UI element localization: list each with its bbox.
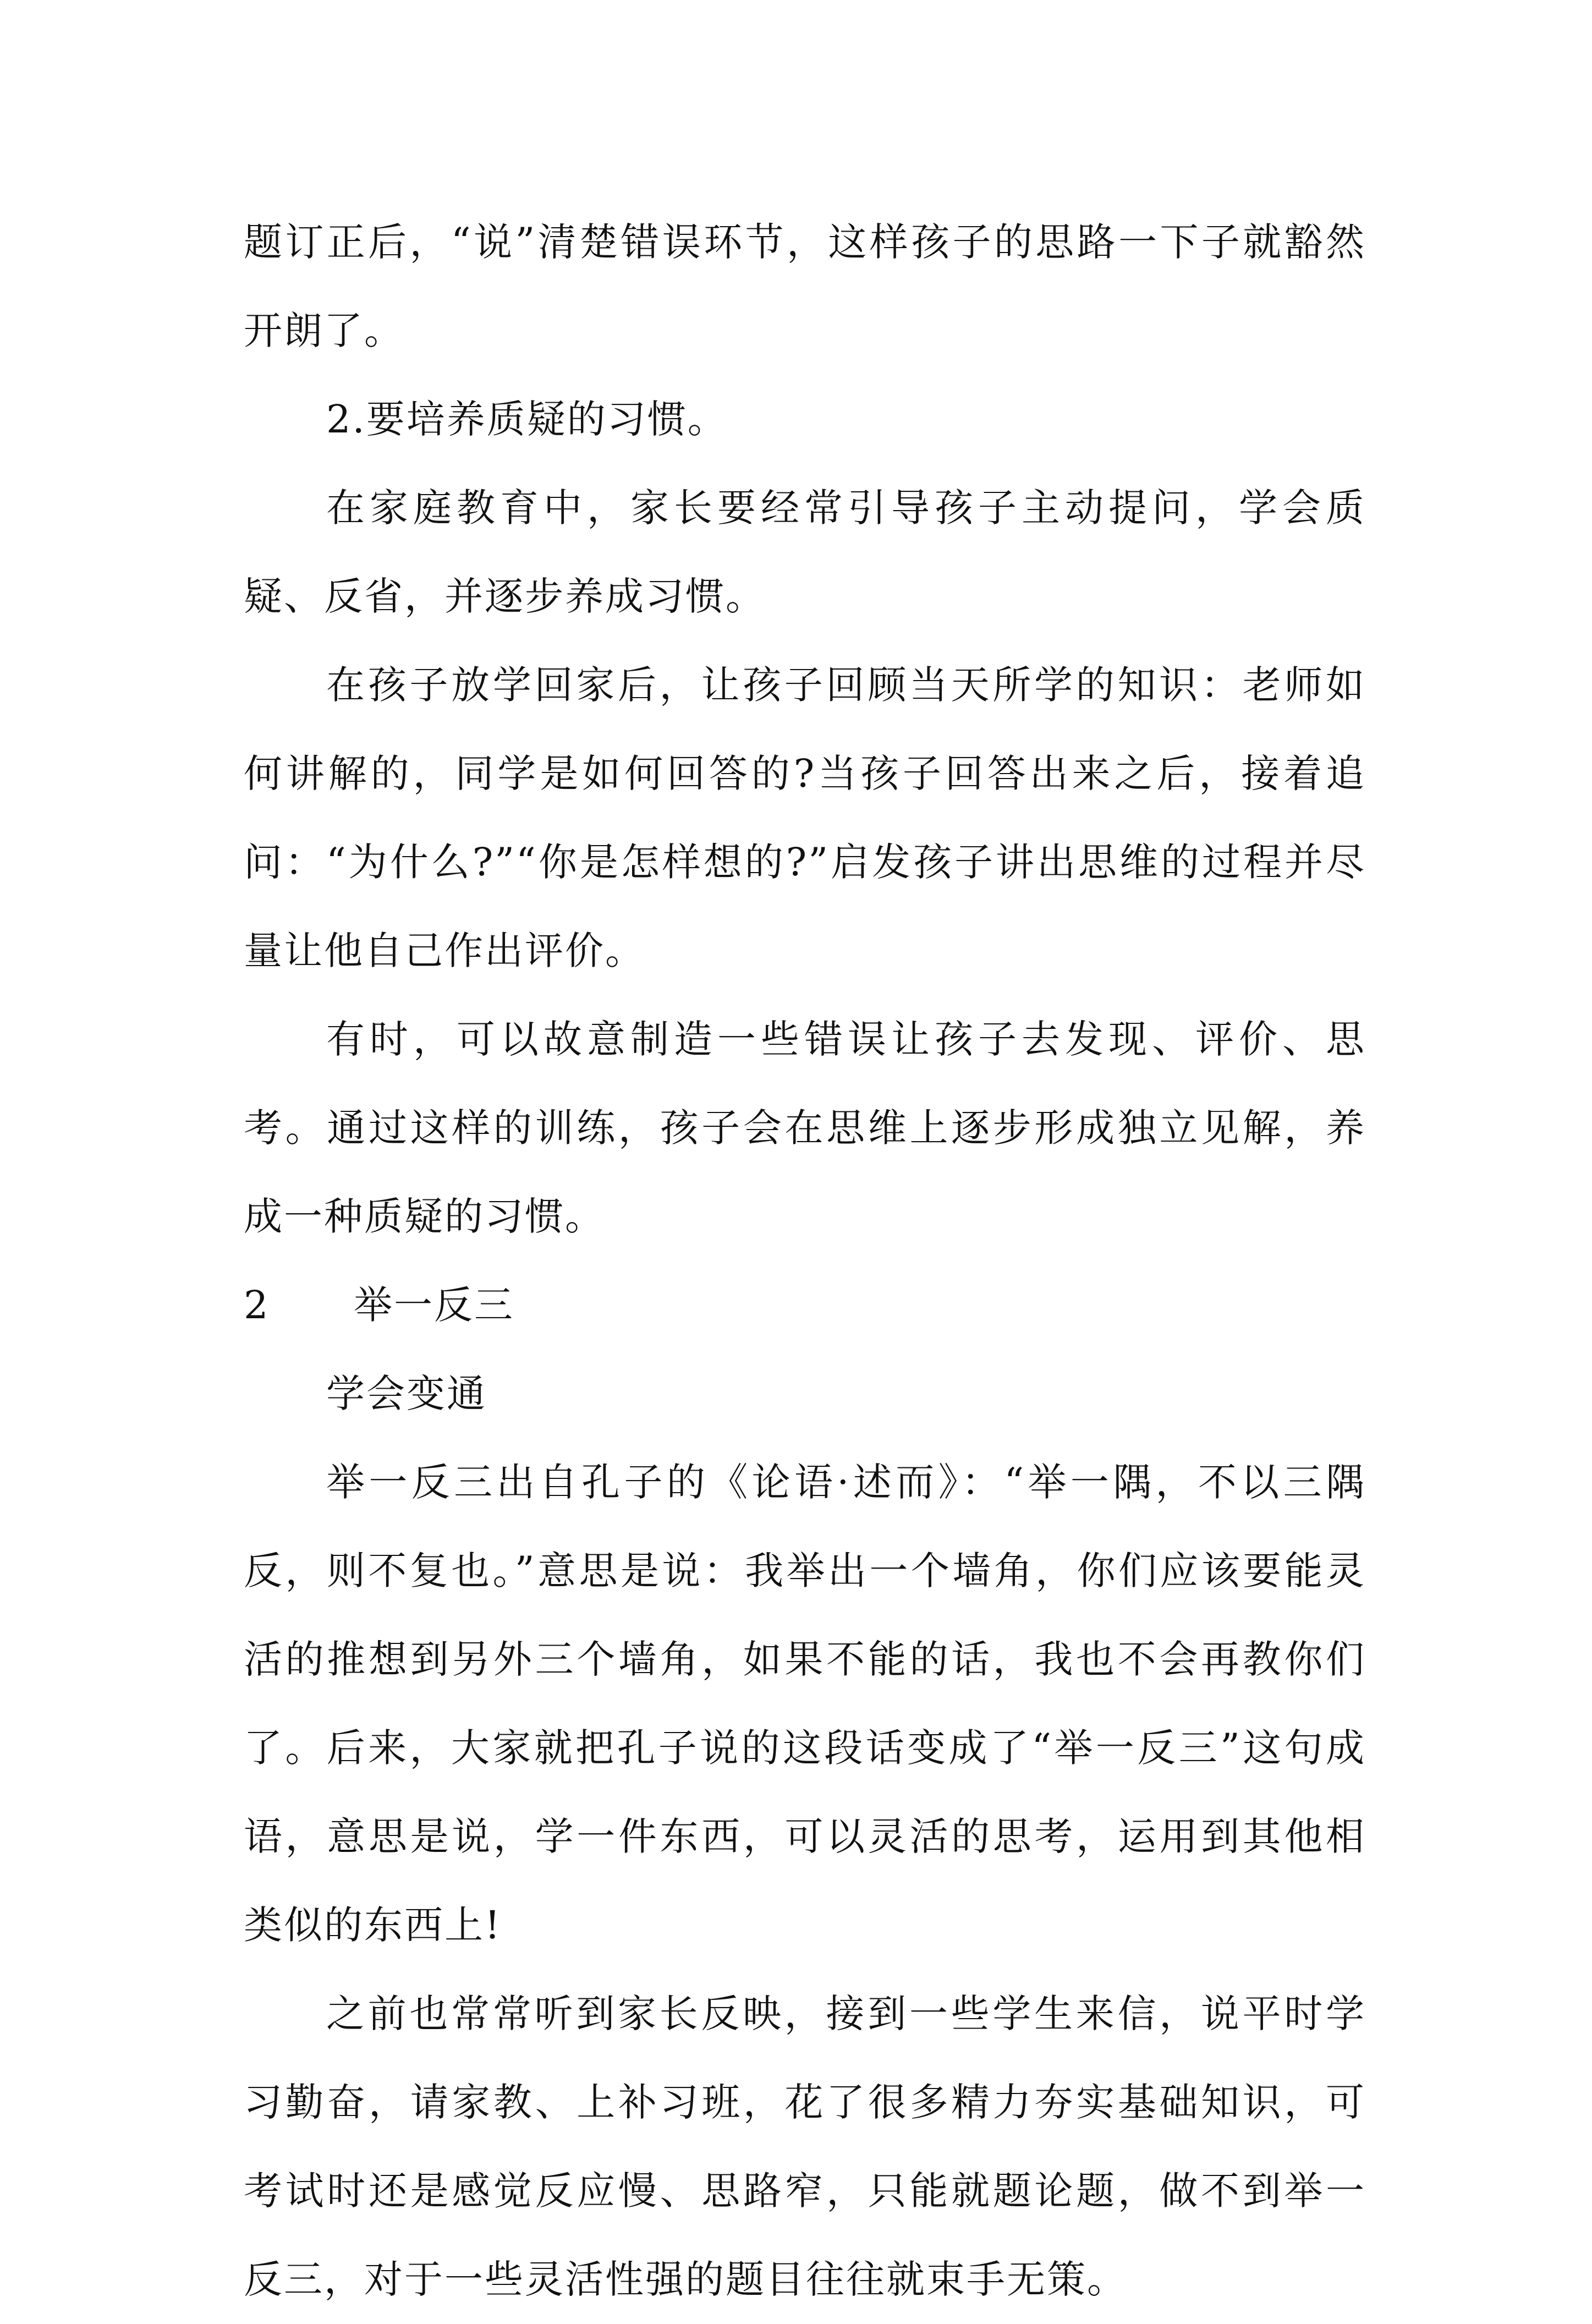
paragraph-review-after-school: 在孩子放学回家后，让孩子回顾当天所学的知识：老师如何讲解的，同学是如何回答的?当孩子回答出来之后，接着追问：“为什么?”“你是怎样想的?”启发孩子讲出思维的过程并尽量让他自己作出评价。 [244,662,1366,973]
document-body [244,198,1366,2324]
subheading-cultivate-questioning: 2.要培养质疑的习惯。 [326,397,728,442]
paragraph-continuation: 题订正后，“说”清楚错误环节，这样孩子的思路一下子就豁然开朗了。 [244,220,1366,353]
paragraph-confucius-origin: 举一反三出自孔子的《论语·述而》：“举一隅，不以三隅反，则不复也。”意思是说：我举出一个墙角，你们应该要能灵活的推想到另外三个墙角，如果不能的话，我也不会再教你们了。后来，大家就把孔子说的这段话变成了“举一反三”这句成语，意思是说，学一件东西，可以灵活的思考，运用到其他相类似的东西上! [244,1460,1366,1948]
paragraph-family-education: 在家庭教育中，家长要经常引导孩子主动提问，学会质疑、反省，并逐步养成习惯。 [244,485,1366,619]
paragraph-parent-feedback: 之前也常常听到家长反映，接到一些学生来信，说平时学习勤奋，请家教、上补习班，花了很多精力夯实基础知识，可考试时还是感觉反应慢、思路窄，只能就题论题，做不到举一反三，对于一些灵活性强的题目往往就束手无策。 [244,1991,1366,2302]
subheading-learn-flexibility: 学会变通 [326,1371,487,1416]
section-heading [244,1261,1366,1350]
section-number: 2 [244,1282,270,1328]
section-title: 举一反三 [354,1282,514,1328]
paragraph-deliberate-mistakes: 有时，可以故意制造一些错误让孩子去发现、评价、思考。通过这样的训练，孩子会在思维上逐步形成独立见解，养成一种质疑的习惯。 [244,1017,1366,1239]
